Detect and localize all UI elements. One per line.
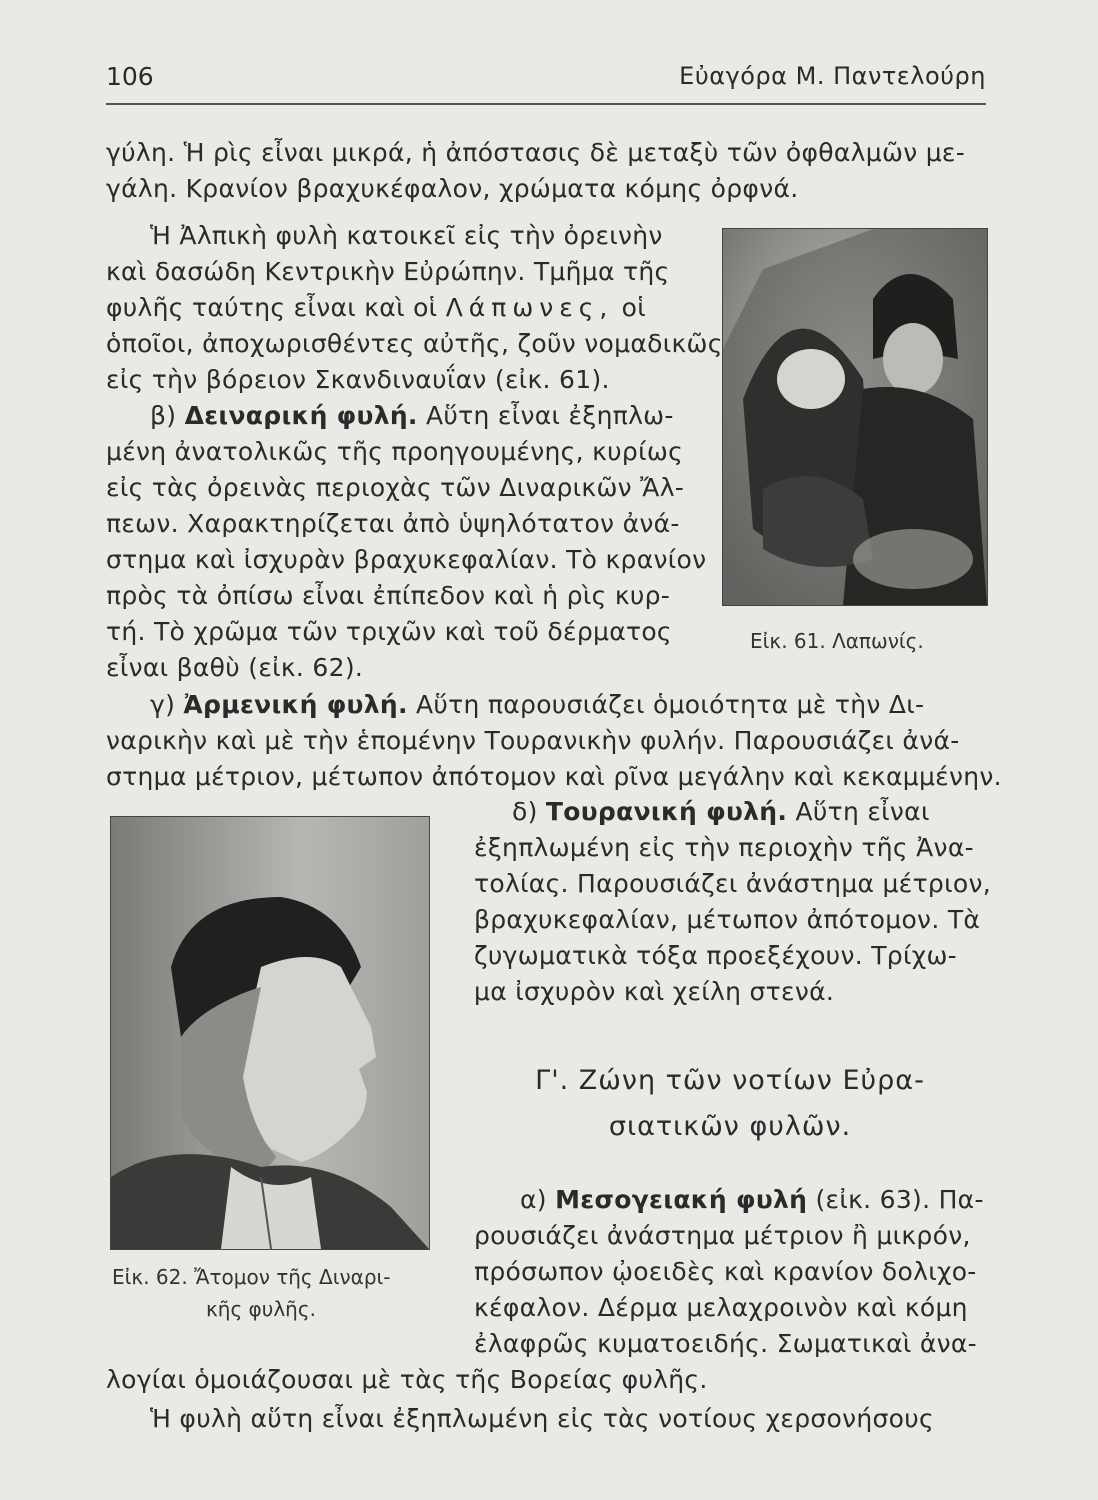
spaced-term: Λάπωνες, bbox=[445, 293, 614, 322]
section-heading-continued: σιατικῶν φυλῶν. bbox=[608, 1111, 852, 1142]
section-term: Μεσογειακή φυλή bbox=[555, 1185, 808, 1214]
text-line bbox=[150, 399, 674, 433]
text-line bbox=[512, 795, 930, 829]
text-line: ἐξηπλωμένη εἰς τὴν περιοχὴν τῆς Ἀνα- bbox=[474, 833, 974, 862]
text-line: εἶναι βαθὺ (εἰκ. 62). bbox=[106, 653, 364, 682]
text-span: Αὕτη παρουσιάζει ὁμοιότητα μὲ τὴν Δι- bbox=[416, 690, 925, 719]
section-term: Τουρανική φυλή. bbox=[545, 797, 788, 826]
text-line bbox=[106, 291, 646, 325]
figure-62-photo bbox=[110, 816, 430, 1250]
text-line bbox=[150, 688, 924, 722]
header-rule bbox=[106, 103, 986, 105]
list-marker: α) bbox=[520, 1185, 547, 1214]
text-line: στημα μέτριον, μέτωπον ἀπότομον καὶ ρῖνα μεγάλην καὶ κεκαμμένην. bbox=[106, 762, 1002, 791]
figure-61-caption: Εἰκ. 61. Λαπωνίς. bbox=[750, 629, 924, 653]
text-line: πρόσωπον ᾠοειδὲς καὶ κρανίον δολιχο- bbox=[474, 1257, 977, 1286]
text-line: τολίας. Παρουσιάζει ἀνάστημα μέτριον, bbox=[474, 869, 991, 898]
list-marker: β) bbox=[150, 401, 177, 430]
text-line: ναρικὴν καὶ μὲ τὴν ἑπομένην Τουρανικὴν φυλήν. Παρουσιάζει ἀνά- bbox=[106, 726, 960, 755]
text-span: Αὕτη εἶναι bbox=[795, 797, 930, 826]
text-line: πεων. Χαρακτηρίζεται ἀπὸ ὑψηλότατον ἀνά- bbox=[106, 509, 680, 538]
text-line: Ἡ Ἀλπικὴ φυλὴ κατοικεῖ εἰς τὴν ὀρεινὴν bbox=[150, 221, 663, 250]
text-line bbox=[520, 1183, 984, 1217]
list-marker: δ) bbox=[512, 797, 538, 826]
text-line: εἰς τὰς ὀρεινὰς περιοχὰς τῶν Διναρικῶν Ἄλ- bbox=[106, 473, 685, 502]
text-line: στημα καὶ ἰσχυρὰν βραχυκεφαλίαν. Τὸ κρανίον bbox=[106, 545, 707, 574]
figure-61-photo bbox=[722, 228, 988, 606]
running-head: Εὐαγόρα Μ. Παντελούρη bbox=[679, 62, 986, 90]
section-heading: Γ'. Ζώνη τῶν νοτίων Εὐρα- bbox=[535, 1065, 925, 1096]
dinaric-man-photo-graphic bbox=[111, 817, 429, 1249]
text-span: οἱ bbox=[621, 293, 646, 322]
section-term: Ἀρμενική φυλή. bbox=[183, 690, 408, 719]
text-line: Ἡ φυλὴ αὕτη εἶναι ἐξηπλωμένη εἰς τὰς νοτίους χερσονήσους bbox=[150, 1404, 934, 1433]
figure-62-caption: Εἰκ. 62. Ἄτομον τῆς Διναρι- bbox=[112, 1265, 391, 1289]
text-line: τή. Τὸ χρῶμα τῶν τριχῶν καὶ τοῦ δέρματος bbox=[106, 617, 672, 646]
text-span: (εἰκ. 63). Πα- bbox=[815, 1185, 984, 1214]
section-term: Δειναρική φυλή. bbox=[184, 401, 418, 430]
page-header bbox=[106, 62, 986, 102]
text-span: Αὕτη εἶναι ἐξηπλω- bbox=[425, 401, 674, 430]
page-number: 106 bbox=[106, 62, 154, 91]
text-line: ρουσιάζει ἀνάστημα μέτριον ἢ μικρόν, bbox=[474, 1221, 971, 1250]
text-line: ἐλαφρῶς κυματοειδής. Σωματικαὶ ἀνα- bbox=[474, 1329, 978, 1358]
text-line: λογίαι ὁμοιάζουσαι μὲ τὰς τῆς Βορείας φυλῆς. bbox=[106, 1365, 708, 1394]
figure-62-caption-continued: κῆς φυλῆς. bbox=[206, 1297, 316, 1321]
text-line: μα ἰσχυρὸν καὶ χείλη στενά. bbox=[474, 977, 835, 1006]
text-line: κέφαλον. Δέρμα μελαχροινὸν καὶ κόμη bbox=[474, 1293, 968, 1322]
list-marker: γ) bbox=[150, 690, 176, 719]
text-span: φυλῆς ταύτης εἶναι καὶ οἱ bbox=[106, 293, 438, 322]
text-line: ὁποῖοι, ἀποχωρισθέντες αὐτῆς, ζοῦν νομαδικῶς bbox=[106, 329, 723, 358]
text-line: καὶ δασώδη Κεντρικὴν Εὐρώπην. Τμῆμα τῆς bbox=[106, 257, 670, 286]
text-line: γάλη. Κρανίον βραχυκέφαλον, χρώματα κόμης ὀρφνά. bbox=[106, 174, 799, 203]
text-line: βραχυκεφαλίαν, μέτωπον ἀπότομον. Τὰ bbox=[474, 905, 981, 934]
text-line: εἰς τὴν βόρειον Σκανδιναυΐαν (εἰκ. 61). bbox=[106, 365, 610, 394]
text-line: ζυγωματικὰ τόξα προεξέχουν. Τρίχω- bbox=[474, 941, 958, 970]
text-line: πρὸς τὰ ὀπίσω εἶναι ἐπίπεδον καὶ ἡ ρὶς κυρ- bbox=[106, 581, 671, 610]
text-line: γύλη. Ἡ ρὶς εἶναι μικρά, ἡ ἀπόστασις δὲ μεταξὺ τῶν ὀφθαλμῶν με- bbox=[106, 138, 966, 167]
lapp-woman-photo-graphic bbox=[723, 229, 987, 605]
text-line: μένη ἀνατολικῶς τῆς προηγουμένης, κυρίως bbox=[106, 437, 684, 466]
